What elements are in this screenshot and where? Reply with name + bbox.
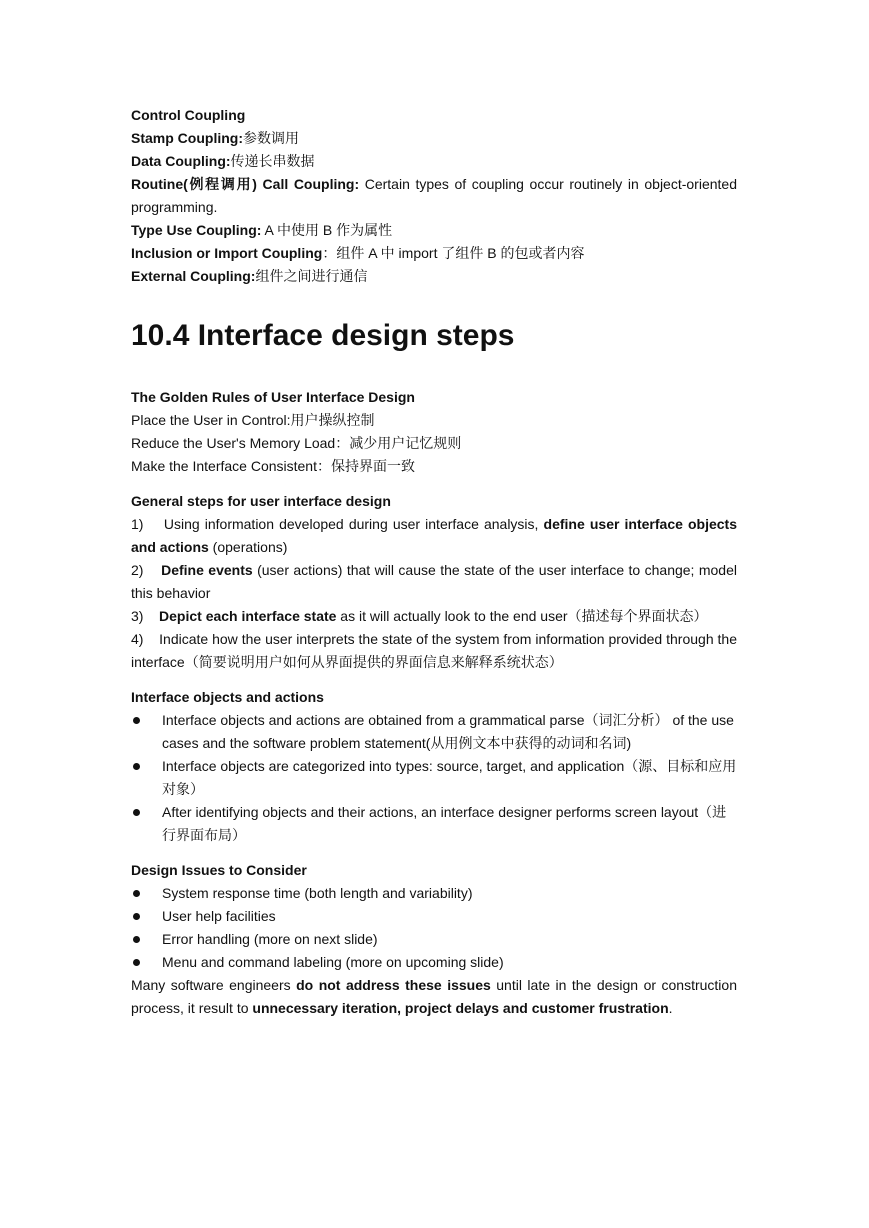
bullet-icon: [133, 913, 140, 920]
bullet-icon: [133, 959, 140, 966]
list-item: Menu and command labeling (more on upcoming slide): [131, 951, 737, 974]
list-item: Interface objects are categorized into types: source, target, and application（源、目标和应用对象）: [131, 755, 737, 801]
list-item: System response time (both length and variability): [131, 882, 737, 905]
golden-rules-heading: The Golden Rules of User Interface Design: [131, 389, 415, 405]
bullet-icon: [133, 809, 140, 816]
objects-actions-list: [131, 709, 737, 847]
bullet-icon: [133, 763, 140, 770]
objects-actions-heading: Interface objects and actions: [131, 689, 324, 705]
control-coupling-line: Control Coupling: [131, 107, 246, 123]
list-item: Error handling (more on next slide): [131, 928, 737, 951]
type-use-coupling-line: Type Use Coupling: A 中使用 B 作为属性: [131, 222, 393, 238]
step-2: 2) Define events (user actions) that will cause the state of the user interface to change; model this behavior: [131, 562, 737, 601]
design-issues-heading: Design Issues to Consider: [131, 862, 307, 878]
design-issues-closing: Many software engineers do not address these issues until late in the design or construction process, it result to unnecessary iteration, project delays and customer frustration.: [131, 977, 737, 1016]
bullet-icon: [133, 936, 140, 943]
step-1: 1) Using information developed during user interface analysis, define user interface objects and actions (operations): [131, 516, 737, 555]
data-coupling-line: Data Coupling:传递长串数据: [131, 153, 315, 169]
list-item: User help facilities: [131, 905, 737, 928]
list-item: Interface objects and actions are obtained from a grammatical parse（词汇分析） of the use cases and the software problem statement(从用例文本中获得的动词和名词): [131, 709, 737, 755]
bullet-icon: [133, 890, 140, 897]
document-page: [131, 104, 737, 1020]
golden-rule-2: Reduce the User's Memory Load：减少用户记忆规则: [131, 435, 462, 451]
list-item: After identifying objects and their actions, an interface designer performs screen layout（进行界面布局）: [131, 801, 737, 847]
inclusion-coupling-line: Inclusion or Import Coupling：组件 A 中 import 了组件 B 的包或者内容: [131, 245, 585, 261]
golden-rule-1: Place the User in Control:用户操纵控制: [131, 412, 375, 428]
external-coupling-line: External Coupling:组件之间进行通信: [131, 268, 368, 284]
design-issues-list: [131, 882, 737, 974]
bullet-icon: [133, 717, 140, 724]
stamp-coupling-line: Stamp Coupling:参数调用: [131, 130, 299, 146]
routine-coupling-line: Routine(例程调用) Call Coupling: Certain types of coupling occur routinely in object-oriented programming.: [131, 176, 737, 215]
section-title: 10.4 Interface design steps: [131, 319, 515, 352]
step-4: 4) Indicate how the user interprets the state of the system from information provided through the interface（简要说明用户如何从界面提供的界面信息来解释系统状态）: [131, 631, 737, 670]
general-steps-heading: General steps for user interface design: [131, 493, 391, 509]
step-3: 3) Depict each interface state as it will actually look to the end user（描述每个界面状态）: [131, 608, 708, 624]
golden-rule-3: Make the Interface Consistent：保持界面一致: [131, 458, 415, 474]
